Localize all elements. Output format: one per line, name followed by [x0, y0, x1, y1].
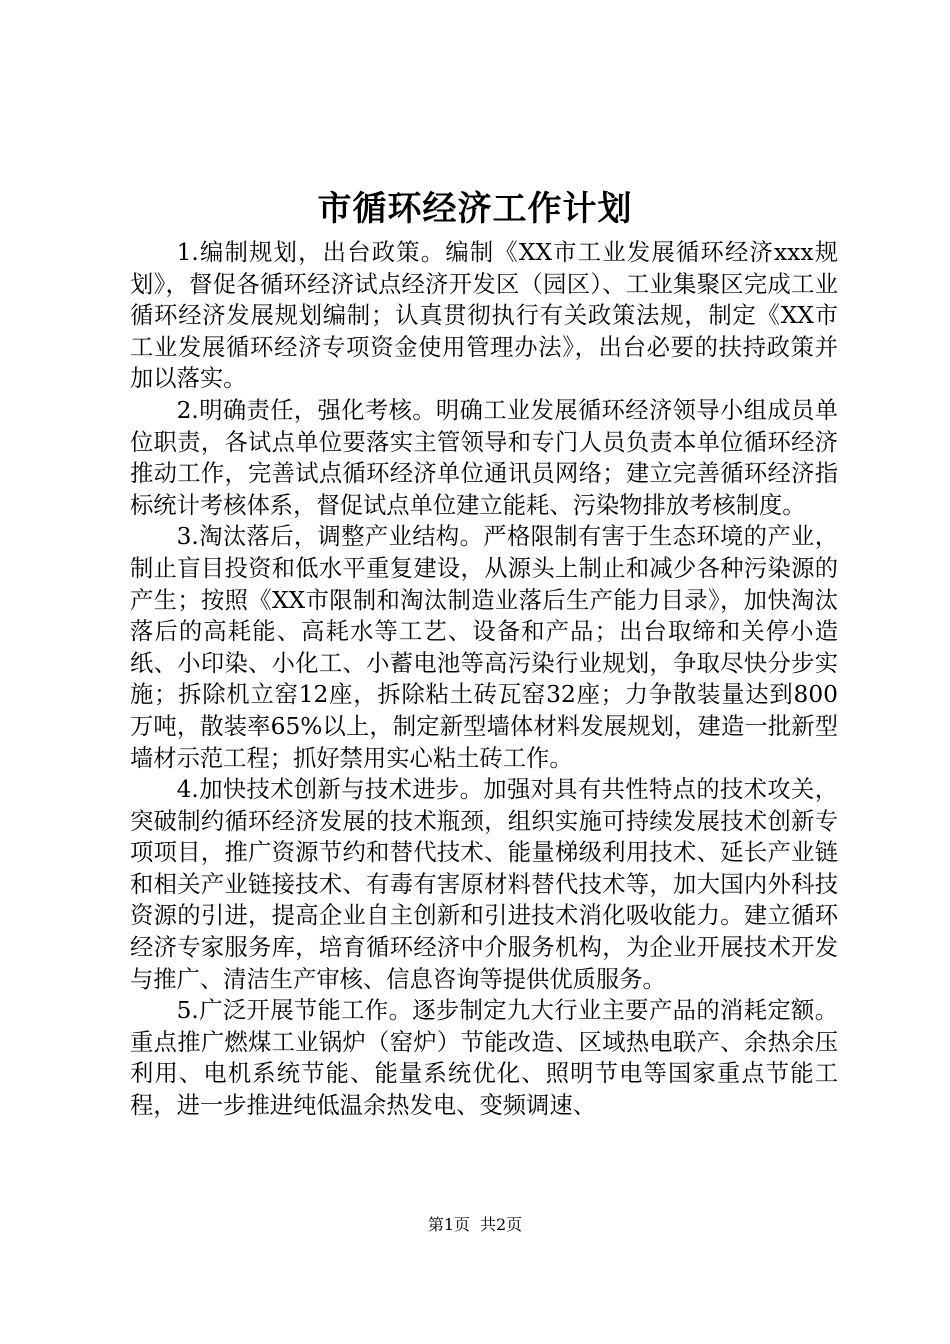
paragraph-2: 2.明确责任，强化考核。明确工业发展循环经济领导小组成员单位职责，各试点单位要落实主管领导和专门人员负责本单位循环经济推动工作，完善试点循环经济单位通讯员网络；建立完善循环经济指标统计考核体系，督促试点单位建立能耗、污染物排放考核制度。 [130, 396, 838, 519]
paragraph-5: 5.广泛开展节能工作。逐步制定九大行业主要产品的消耗定额。重点推广燃煤工业锅炉（窑炉）节能改造、区域热电联产、余热余压利用、电机系统节能、能量系统优化、照明节电等国家重点节能工程，进一步推进纯低温余热发电、变频调速、 [130, 997, 838, 1120]
page-number: 第1页 [427, 1215, 470, 1234]
paragraph-1: 1.编制规划，出台政策。编制《XX市工业发展循环经济xxx规划》，督促各循环经济试点经济开发区（园区）、工业集聚区完成工业循环经济发展规划编制；认真贯彻执行有关政策法规，制定《XX市工业发展循环经济专项资金使用管理办法》，出台必要的扶持政策并加以落实。 [130, 239, 838, 393]
document-title: 市循环经济工作计划 [317, 189, 633, 229]
document-body [130, 237, 838, 1122]
paragraph-4: 4.加快技术创新与技术进步。加强对具有共性特点的技术攻关，突破制约循环经济发展的技术瓶颈，组织实施可持续发展技术创新专项项目，推广资源节约和替代技术、能量梯级利用技术、延长产业链和相关产业链接技术、有毒有害原材料替代技术等，加大国内外科技资源的引进，提高企业自主创新和引进技术消化吸收能力。建立循环经济专家服务库，培育循环经济中介服务机构，为企业开展技术开发与推广、清洁生产审核、信息咨询等提供优质服务。 [130, 776, 838, 993]
page-total: 共2页 [480, 1215, 523, 1234]
page-footer [0, 1214, 950, 1236]
paragraph-3: 3.淘汰落后，调整产业结构。严格限制有害于生态环境的产业，制止盲目投资和低水平重复建设，从源头上制止和减少各种污染源的产生；按照《XX市限制和淘汰制造业落后生产能力目录》，加快淘汰落后的高耗能、高耗水等工艺、设备和产品；出台取缔和关停小造纸、小印染、小化工、小蓄电池等高污染行业规划，争取尽快分步实施；拆除机立窑12座，拆除粘土砖瓦窑32座；力争散装量达到800万吨，散装率65%以上，制定新型墙体材料发展规划，建造一批新型墙材示范工程；抓好禁用实心粘土砖工作。 [130, 523, 838, 772]
